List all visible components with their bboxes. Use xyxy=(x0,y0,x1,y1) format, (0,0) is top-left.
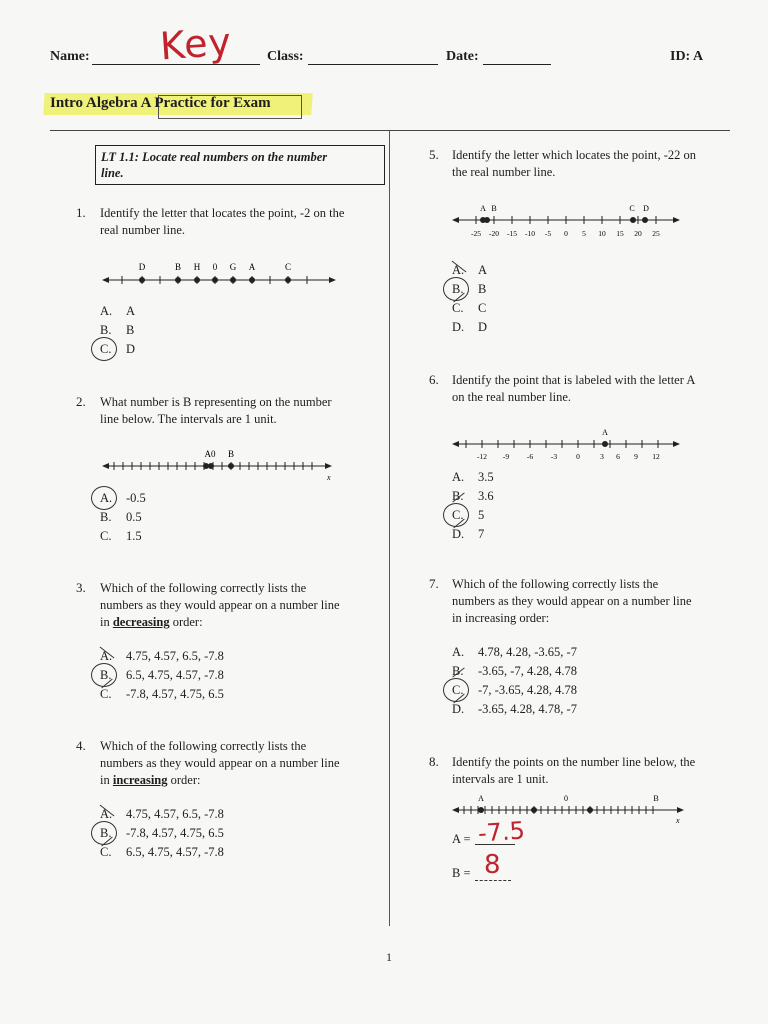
tick-label: 25 xyxy=(652,229,660,238)
tick-label: -6 xyxy=(526,452,534,461)
choice-letter: A. xyxy=(452,645,465,659)
q7-text xyxy=(452,576,737,627)
q6-tick-labels xyxy=(477,452,660,461)
q3-choice-a[interactable] xyxy=(100,647,224,666)
q4-choices xyxy=(100,805,224,862)
q6-choice-d[interactable] xyxy=(452,525,494,544)
tick-label: -25 xyxy=(471,229,481,238)
q1-line-1: Identify the letter that locates the point, -2 on the xyxy=(100,206,345,220)
q1-choices xyxy=(100,302,135,359)
q4-line-1: Which of the following correctly lists the xyxy=(100,739,307,753)
q3-choice-b[interactable] xyxy=(100,666,224,685)
q2-text xyxy=(100,394,385,428)
q6-line-2: on the real number line. xyxy=(452,390,572,404)
q1-point-d xyxy=(139,277,145,283)
choice-text: 3.6 xyxy=(478,489,494,503)
q8-point-0 xyxy=(531,807,537,813)
q2-choice-c[interactable] xyxy=(100,527,146,546)
q8-point-b xyxy=(587,807,593,813)
q8-left-arrow xyxy=(452,807,459,813)
choice-letter: B. xyxy=(100,323,112,337)
q3-number: 3. xyxy=(76,580,86,595)
tick-label: 10 xyxy=(598,229,606,238)
q5-label-b: B xyxy=(491,204,497,213)
q1-choice-a[interactable] xyxy=(100,302,135,321)
choice-text: B xyxy=(126,323,135,337)
q8-right-arrow xyxy=(677,807,684,813)
tick-label: 20 xyxy=(634,229,642,238)
q5-label-d: D xyxy=(643,204,649,213)
class-blank[interactable] xyxy=(308,50,438,65)
choice-letter: D. xyxy=(452,320,465,334)
q3-line-2: numbers as they would appear on a number line xyxy=(100,598,340,612)
q2-number: 2. xyxy=(76,394,86,409)
choice-letter: A. xyxy=(100,807,113,821)
date-label: Date: xyxy=(446,49,479,64)
q6-number-line xyxy=(450,426,690,466)
q1-point-0 xyxy=(212,277,218,283)
choice-text: -3.65, 4.28, 4.78, -7 xyxy=(478,702,577,716)
q6-choice-a[interactable] xyxy=(452,468,494,487)
q3-line-3-pre: in xyxy=(100,615,113,629)
tick-label: 6 xyxy=(616,452,620,461)
q1-number-line xyxy=(100,258,340,294)
q8-label-a: A xyxy=(478,794,484,803)
q1-label-a: A xyxy=(248,262,256,272)
q7-choice-a[interactable] xyxy=(452,643,577,662)
q1-label-0: 0 xyxy=(212,262,218,272)
q5-tick-labels xyxy=(471,229,660,238)
q2-label-b: B xyxy=(227,449,235,459)
choice-text: 4.75, 4.57, 6.5, -7.8 xyxy=(126,807,224,821)
q7-choices xyxy=(452,643,577,719)
q6-text xyxy=(452,372,737,406)
q5-label-c: C xyxy=(629,204,635,213)
choice-text: D xyxy=(126,342,136,356)
date-blank[interactable] xyxy=(483,50,551,65)
q2-line-1: What number is B representing on the number xyxy=(100,395,332,409)
q3-line-3-post: order: xyxy=(169,615,203,629)
choice-letter: B. xyxy=(452,664,464,678)
q8-line-2: intervals are 1 unit. xyxy=(452,772,549,786)
q1-label-d: D xyxy=(138,262,146,272)
q2-choice-a[interactable] xyxy=(100,489,146,508)
q5-choices xyxy=(452,261,487,337)
name-label: Name: xyxy=(50,49,90,64)
choice-text: -7.8, 4.57, 4.75, 6.5 xyxy=(126,687,224,701)
q8-point-a xyxy=(478,807,484,813)
choice-letter: D. xyxy=(452,527,465,541)
q8-line-1: Identify the points on the number line below, the xyxy=(452,755,696,769)
q3-line-3 xyxy=(100,614,385,631)
q6-label-a: A xyxy=(602,428,608,437)
page-title: Intro Algebra A Practice for Exam xyxy=(50,95,271,111)
q2-line-2: line below. The intervals are 1 unit. xyxy=(100,412,277,426)
tick-label: -15 xyxy=(507,229,517,238)
q1-point-b xyxy=(175,277,181,283)
q7-line-3: in increasing order: xyxy=(452,611,550,625)
column-divider xyxy=(389,130,390,926)
choice-text: 4.78, 4.28, -3.65, -7 xyxy=(478,645,577,659)
choice-text: 3.5 xyxy=(478,470,494,484)
q8-text xyxy=(452,754,737,788)
choice-letter: C. xyxy=(100,342,112,356)
choice-text: -7, -3.65, 4.28, 4.78 xyxy=(478,683,577,697)
q8-number: 8. xyxy=(429,754,439,769)
tick-label: 0 xyxy=(576,452,580,461)
q5-left-arrow xyxy=(452,217,459,223)
q6-right-arrow xyxy=(673,441,680,447)
choice-letter: A. xyxy=(452,470,465,484)
q1-point-a xyxy=(249,277,255,283)
q5-text xyxy=(452,147,737,181)
q2-choice-b[interactable] xyxy=(100,508,146,527)
choice-text: 6.5, 4.75, 4.57, -7.8 xyxy=(126,845,224,859)
q8-label-0: 0 xyxy=(564,794,568,803)
q1-line-2: real number line. xyxy=(100,223,186,237)
tick-label: 9 xyxy=(634,452,638,461)
tick-label: 3 xyxy=(600,452,604,461)
q1-text xyxy=(100,205,385,239)
choice-letter: B. xyxy=(100,668,112,682)
q1-label-b: B xyxy=(174,262,182,272)
q7-choice-c[interactable] xyxy=(452,681,577,700)
q8-b-blank[interactable] xyxy=(475,880,511,881)
q8-label-b: B xyxy=(653,794,659,803)
choice-text: 0.5 xyxy=(126,510,142,524)
q7-line-2: numbers as they would appear on a number line xyxy=(452,594,692,608)
q1-choice-c[interactable] xyxy=(100,340,135,359)
q8-b-answer: 8 xyxy=(484,850,501,880)
choice-letter: B. xyxy=(452,282,464,296)
choice-text: -0.5 xyxy=(126,491,146,505)
q5-number: 5. xyxy=(429,147,439,162)
q1-label-c: C xyxy=(284,262,292,272)
q8-x-label: x xyxy=(676,816,680,825)
q6-choices xyxy=(452,468,494,544)
q1-number: 1. xyxy=(76,205,86,220)
q6-left-arrow xyxy=(452,441,459,447)
q2-label-a0: A0 xyxy=(204,449,216,459)
tick-label: -5 xyxy=(544,229,552,238)
q5-choice-b[interactable] xyxy=(452,280,487,299)
q6-point-a xyxy=(602,441,608,447)
q7-choice-d[interactable] xyxy=(452,700,577,719)
choice-letter: A. xyxy=(100,304,113,318)
q8-a-answer: -7.5 xyxy=(477,816,526,848)
tick-label: 0 xyxy=(564,229,568,238)
q1-point-h xyxy=(194,277,200,283)
choice-text: B xyxy=(478,282,487,296)
q2-choices xyxy=(100,489,146,546)
choice-text: D xyxy=(478,320,488,334)
choice-letter: D. xyxy=(452,702,465,716)
q5-line-2: the real number line. xyxy=(452,165,556,179)
q2-point-b xyxy=(228,463,234,469)
choice-letter: C. xyxy=(452,508,464,522)
tick-label: -3 xyxy=(550,452,558,461)
tick-label: -12 xyxy=(477,452,487,461)
choice-text: -3.65, -7, 4.28, 4.78 xyxy=(478,664,577,678)
q1-label-g: G xyxy=(229,262,237,272)
choice-text: 1.5 xyxy=(126,529,142,543)
tick-label: -20 xyxy=(489,229,499,238)
q2-left-arrow xyxy=(102,463,109,469)
q4-line-3 xyxy=(100,772,385,789)
choice-letter: A. xyxy=(100,649,113,663)
q2-point-0 xyxy=(208,463,214,469)
q4-line-3-pre: in xyxy=(100,773,113,787)
q7-line-1: Which of the following correctly lists the xyxy=(452,577,659,591)
q3-text xyxy=(100,580,385,631)
q5-point-b xyxy=(484,217,490,223)
choice-letter: C. xyxy=(100,687,112,701)
choice-text: 5 xyxy=(478,508,485,522)
class-label: Class: xyxy=(267,49,304,64)
choice-letter: C. xyxy=(100,845,112,859)
q5-line-1: Identify the letter which locates the point, -22 on xyxy=(452,148,697,162)
q1-right-arrow xyxy=(329,277,336,283)
q8-a-label: A = xyxy=(452,832,471,846)
q6-number: 6. xyxy=(429,372,439,387)
q6-line-1: Identify the point that is labeled with the letter A xyxy=(452,373,696,387)
choice-text: -7.8, 4.57, 4.75, 6.5 xyxy=(126,826,224,840)
choice-text: A xyxy=(478,263,488,277)
tick-label: -10 xyxy=(525,229,535,238)
tick-label: 12 xyxy=(652,452,660,461)
lt-line-2: line. xyxy=(101,166,124,180)
choice-letter: B. xyxy=(100,510,112,524)
tick-label: 15 xyxy=(616,229,624,238)
lt-line-1: LT 1.1: Locate real numbers on the number xyxy=(101,150,328,164)
page-number: 1 xyxy=(386,950,392,964)
q4-line-3-post: order: xyxy=(167,773,201,787)
q4-choice-b[interactable] xyxy=(100,824,224,843)
choice-letter: B. xyxy=(100,826,112,840)
q1-left-arrow xyxy=(102,277,109,283)
q5-point-d xyxy=(642,217,648,223)
q4-line-2: numbers as they would appear on a number line xyxy=(100,756,340,770)
q5-choice-d[interactable] xyxy=(452,318,487,337)
q2-x-label: x xyxy=(327,473,331,482)
q3-choices xyxy=(100,647,224,704)
q3-choice-c[interactable] xyxy=(100,685,224,704)
learning-target-box xyxy=(95,145,385,185)
q4-number: 4. xyxy=(76,738,86,753)
q1-point-c xyxy=(285,277,291,283)
q7-number: 7. xyxy=(429,576,439,591)
name-handwritten: Key xyxy=(158,19,234,69)
q1-point-g xyxy=(230,277,236,283)
q7-choice-b[interactable] xyxy=(452,662,577,681)
q3-line-1: Which of the following correctly lists the xyxy=(100,581,307,595)
q2-right-arrow xyxy=(325,463,332,469)
q4-text xyxy=(100,738,385,789)
choice-letter: C. xyxy=(100,529,112,543)
id-label: ID: A xyxy=(670,49,704,64)
q5-label-a: A xyxy=(480,204,486,213)
q8-b-label: B = xyxy=(452,866,471,880)
tick-label: 5 xyxy=(582,229,586,238)
choice-letter: C. xyxy=(452,683,464,697)
choice-text: 4.75, 4.57, 6.5, -7.8 xyxy=(126,649,224,663)
q5-right-arrow xyxy=(673,217,680,223)
q5-number-line xyxy=(450,200,690,242)
choice-letter: A. xyxy=(100,491,113,505)
q4-choice-c[interactable] xyxy=(100,843,224,862)
choice-text: A xyxy=(126,304,136,318)
tick-label: -9 xyxy=(502,452,510,461)
q5-choice-c[interactable] xyxy=(452,299,487,318)
q4-keyword: increasing xyxy=(112,773,168,787)
q3-keyword: decreasing xyxy=(112,615,170,629)
q1-label-h: H xyxy=(193,262,201,272)
choice-letter: C. xyxy=(452,301,464,315)
choice-text: 7 xyxy=(478,527,485,541)
choice-letter: B. xyxy=(452,489,464,503)
q2-number-line xyxy=(100,448,340,484)
q5-point-c xyxy=(630,217,636,223)
choice-text: 6.5, 4.75, 4.57, -7.8 xyxy=(126,668,224,682)
q4-choice-a[interactable] xyxy=(100,805,224,824)
top-rule xyxy=(50,130,730,131)
choice-text: C xyxy=(478,301,487,315)
choice-letter: A. xyxy=(452,263,465,277)
